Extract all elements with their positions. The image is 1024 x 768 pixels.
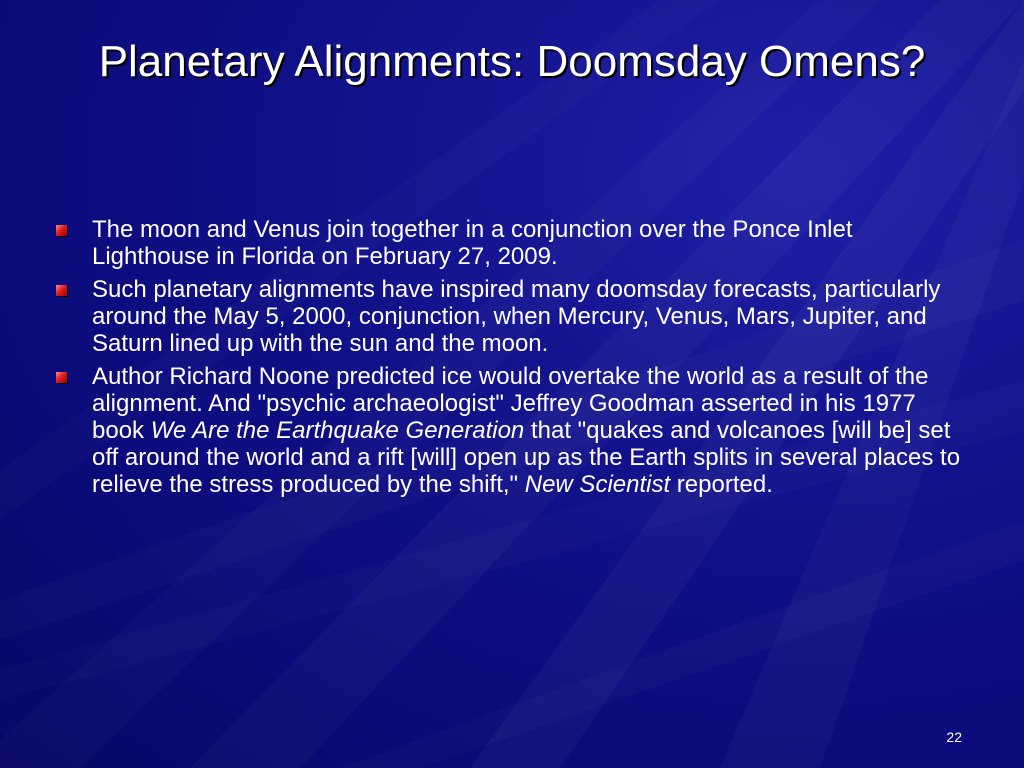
bullet-list [54, 216, 974, 504]
italic-title-text: We Are the Earthquake Generation [150, 417, 525, 444]
bullet-text [92, 216, 853, 270]
slide-number: 22 [946, 729, 962, 745]
bullet-item [54, 363, 974, 498]
bullet-square-icon [56, 285, 67, 296]
bullet-text [92, 276, 940, 357]
bullet-item [54, 276, 974, 357]
italic-title-text: New Scientist [524, 471, 671, 498]
bullet-text-segment: Author Richard Noone predicted ice would overtake the world as a result of the alignment. And "psychic archaeologist" Jeffrey Goodman asserted in his 1977 book [92, 363, 929, 444]
bullet-text-segment: The moon and Venus join together in a conjunction over the Ponce Inlet Lighthouse in Florida on February 27, 2009. [92, 216, 853, 270]
bullet-text-segment: that "quakes and volcanoes [will be] set off around the world and a rift [will] open up as the Earth splits in several places to relieve the stress produced by the shift," [92, 417, 961, 498]
bullet-text-segment: reported. [670, 471, 773, 498]
bullet-square-icon [56, 372, 67, 383]
bullet-item [54, 216, 974, 270]
bullet-text-segment: Such planetary alignments have inspired many doomsday forecasts, particularly around the May 5, 2000, conjunction, when Mercury, Venus, Mars, Jupiter, and Saturn lined up with the sun and the moon. [92, 276, 941, 357]
slide-title: Planetary Alignments: Doomsday Omens? [98, 37, 926, 86]
bullet-square-icon [56, 225, 67, 236]
bullet-text [92, 363, 960, 498]
